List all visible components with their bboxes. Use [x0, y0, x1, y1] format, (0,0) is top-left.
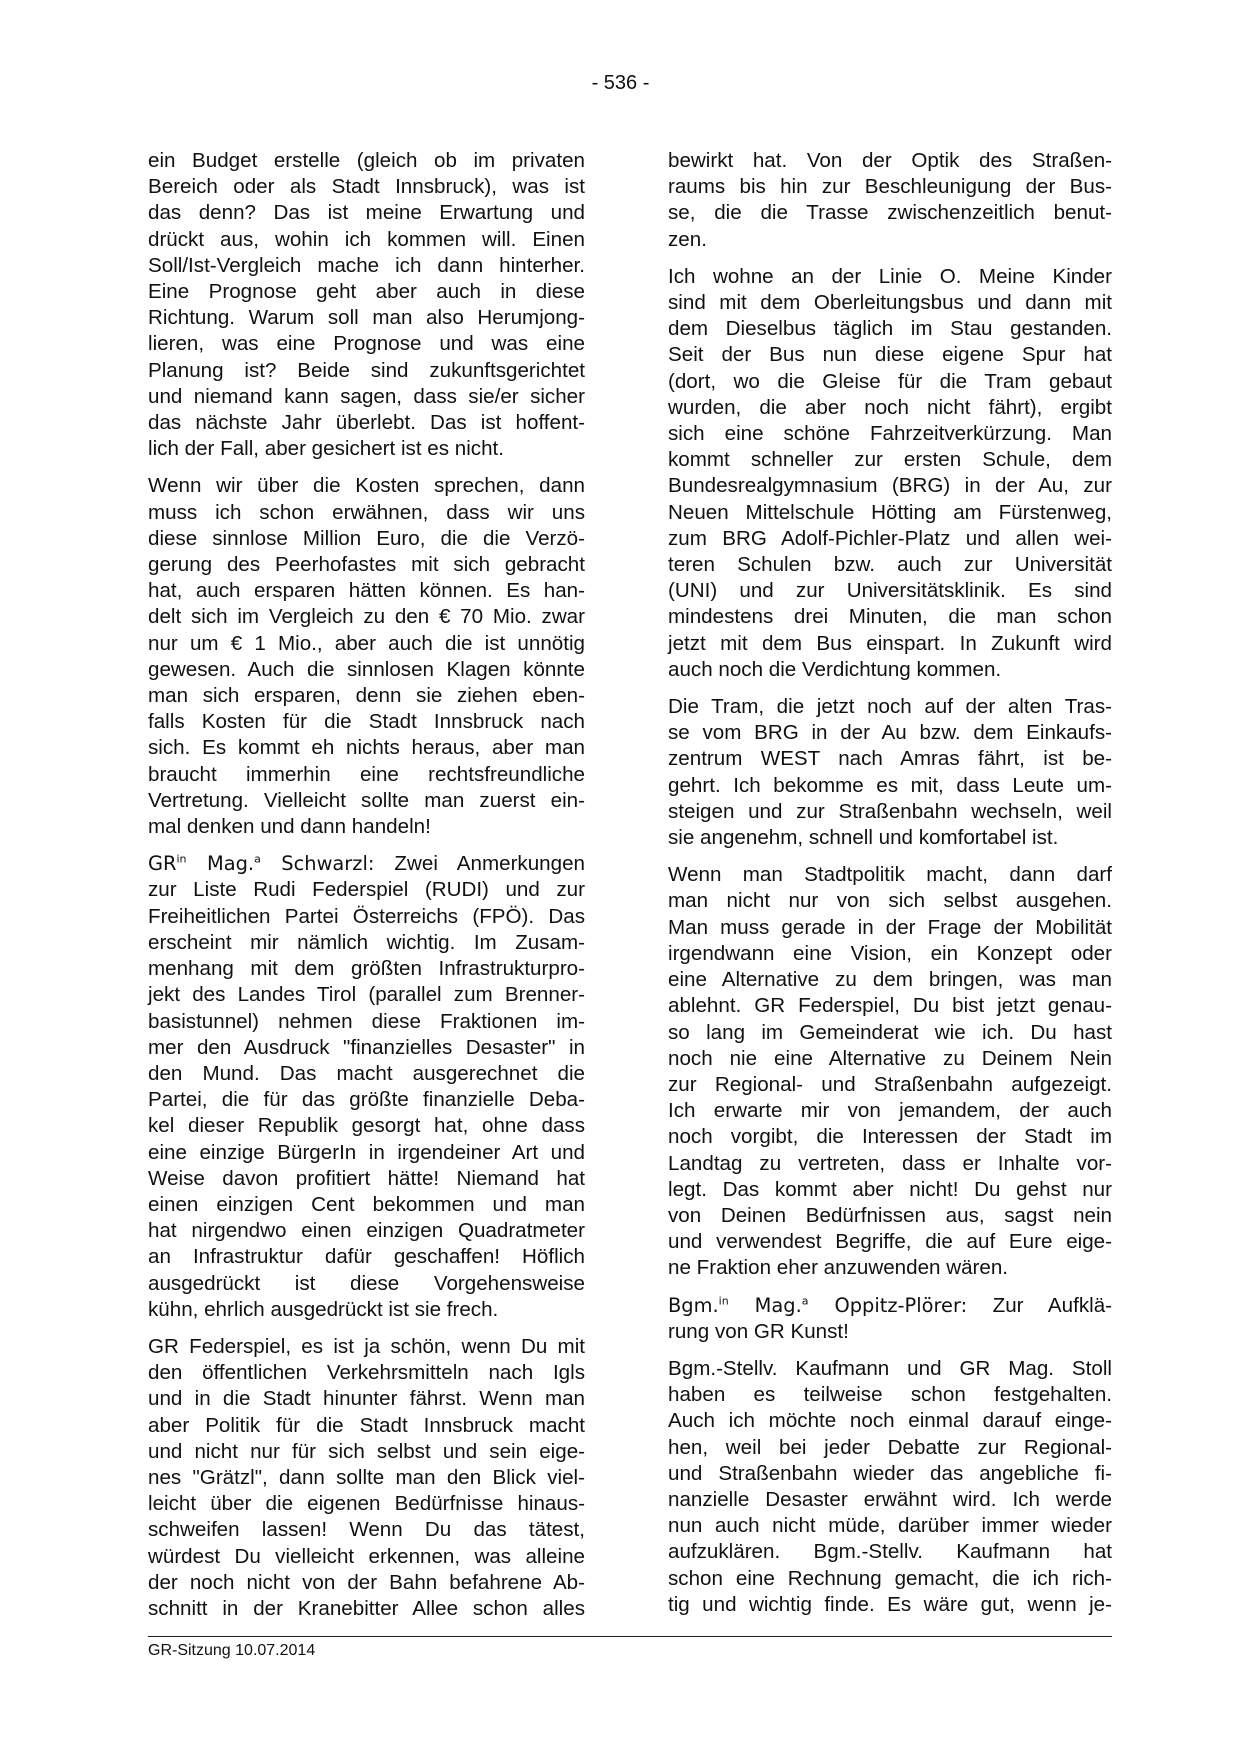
- text-line: steigen und zur Straßenbahn wechseln, weil: [668, 799, 1112, 823]
- text-line: gewesen. Auch die sinnlosen Klagen könnte: [148, 657, 585, 681]
- text-line: man sich ersparen, denn sie ziehen eben-: [148, 684, 585, 708]
- text-line: erscheint mir nämlich wichtig. Im Zusam-: [148, 930, 585, 954]
- text-line: mer den Ausdruck "finanzielles Desaster" in: [148, 1035, 585, 1059]
- text-line: Partei, die für das größte finanzielle Deba-: [148, 1088, 585, 1112]
- text-line: gerung des Peerhofastes mit sich gebracht: [148, 553, 585, 577]
- paragraph-body: [668, 1319, 1112, 1345]
- text-line: der noch nicht von der Bahn befahrene Ab-: [148, 1570, 585, 1594]
- text-line: und Straßenbahn wieder das angebliche fi-: [668, 1461, 1112, 1485]
- text-line: basistunnel) nehmen diese Fraktionen im-: [148, 1009, 585, 1033]
- text-line: Weise davon profitiert hätte! Niemand hat: [148, 1166, 585, 1190]
- paragraph: [668, 694, 1112, 851]
- text-line: schweifen lassen! Wenn Du das tätest,: [148, 1518, 585, 1542]
- text-line: zur Regional- und Straßenbahn aufgezeigt.: [668, 1072, 1112, 1096]
- paragraph-body: [148, 877, 585, 1322]
- text-line: und niemand kann sagen, dass sie/er sicher: [148, 384, 585, 408]
- text-line: man nicht nur von sich selbst ausgehen.: [668, 889, 1112, 913]
- text-line: kühn, ehrlich ausgedrückt ist sie frech.: [148, 1297, 499, 1321]
- text-line: Neuen Mittelschule Hötting am Fürstenweg,: [668, 500, 1112, 524]
- text-line: ablehnt. GR Federspiel, Du bist jetzt genau-: [668, 994, 1112, 1018]
- text-line: tig und wichtig finde. Es wäre gut, wenn je-: [668, 1592, 1112, 1616]
- text-line: mal denken und dann handeln!: [148, 815, 431, 839]
- text-line: teren Schulen bzw. auch zur Universität: [668, 553, 1112, 577]
- left-column: [148, 148, 585, 1633]
- text-line: Wenn wir über die Kosten sprechen, dann: [148, 474, 585, 498]
- text-line: muss ich schon erwähnen, dass wir uns: [148, 500, 585, 524]
- text-line: Bgm.-Stellv. Kaufmann und GR Mag. Stoll: [668, 1356, 1112, 1380]
- text-line: den öffentlichen Verkehrsmitteln nach Igls: [148, 1361, 585, 1385]
- text-line: an Infrastruktur dafür geschaffen! Höflich: [148, 1245, 585, 1269]
- text-line: Ich erwarte mir von jemandem, der auch: [668, 1099, 1112, 1123]
- text-line: kommt schneller zur ersten Schule, dem: [668, 448, 1112, 472]
- footer-session: GR-Sitzung 10.07.2014: [148, 1642, 316, 1659]
- text-line: eine Alternative zu dem bringen, was man: [668, 968, 1112, 992]
- text-line: leicht über die eigenen Bedürfnisse hinaus-: [148, 1492, 585, 1516]
- text-line: legt. Das kommt aber nicht! Du gehst nur: [668, 1177, 1112, 1201]
- text-line: schon eine Rechnung gemacht, die ich rich-: [668, 1566, 1112, 1590]
- text-line: ein Budget erstelle (gleich ob im privaten: [148, 149, 585, 172]
- text-line: zentrum WEST nach Amras fährt, ist be-: [668, 747, 1112, 771]
- text-line: würdest Du vielleicht erkennen, was alleine: [148, 1544, 585, 1568]
- text-line: diese sinnlose Million Euro, die die Verzö-: [148, 526, 585, 550]
- text-line: Vertretung. Vielleicht sollte man zuerst ein-: [148, 788, 585, 812]
- text-line: wurden, die aber noch nicht fährt), ergibt: [668, 395, 1112, 419]
- text-line: Man muss gerade in der Frage der Mobilität: [668, 915, 1112, 939]
- text-line: aufzuklären. Bgm.-Stellv. Kaufmann hat: [668, 1540, 1112, 1564]
- text-line: mindestens drei Minuten, die man schon: [668, 605, 1112, 629]
- text-line: schnitt in der Kranebitter Allee schon alles: [148, 1596, 585, 1620]
- text-line: braucht immerhin eine rechtsfreundliche: [148, 762, 585, 786]
- speaker-name: $GR^{in}$ Mag.$^a$ Schwarzl:: [148, 852, 375, 876]
- text-line: zum BRG Adolf-Pichler-Platz und allen wei-: [668, 526, 1112, 550]
- text-line: sie angenehm, schnell und komfortabel ist.: [668, 826, 1059, 850]
- speaker-paragraph: [148, 851, 585, 1323]
- text-line: ne Fraktion eher anzuwenden wären.: [668, 1256, 1009, 1280]
- text-line: (dort, wo die Gleise für die Tram gebaut: [668, 369, 1112, 393]
- text-line: hat, auch ersparen hätten können. Es han-: [148, 579, 585, 603]
- page-number: - 536 -: [591, 72, 650, 94]
- paragraph: [668, 1356, 1112, 1618]
- text-line: noch nie eine Alternative zu Deinem Nein: [668, 1046, 1112, 1070]
- text-line: Soll/Ist-Vergleich mache ich dann hinterher.: [148, 253, 585, 277]
- paragraph: [148, 1334, 585, 1622]
- text-line: dem Dieselbus täglich im Stau gestanden.: [668, 317, 1112, 341]
- text-line: gehrt. Ich bekomme es mit, dass Leute um-: [668, 773, 1112, 797]
- text-line: irgendwann eine Vision, ein Konzept oder: [668, 941, 1112, 965]
- text-line: bewirkt hat. Von der Optik des Straßen-: [668, 149, 1112, 172]
- speaker-paragraph: [668, 1293, 1112, 1345]
- text-line: eine einzige BürgerIn in irgendeiner Art und: [148, 1140, 585, 1164]
- text-line: den Mund. Das macht ausgerechnet die: [148, 1061, 585, 1085]
- speech-text: Zur Aufklä-: [967, 1293, 1113, 1317]
- text-line: sind mit dem Oberleitungsbus und dann mit: [668, 291, 1112, 315]
- text-line: auch noch die Verdichtung kommen.: [668, 657, 1002, 681]
- text-line: delt sich im Vergleich zu den € 70 Mio. zwar: [148, 605, 585, 629]
- text-line: aber Politik für die Stadt Innsbruck macht: [148, 1413, 585, 1437]
- text-line: so lang im Gemeinderat wie ich. Du hast: [668, 1020, 1112, 1044]
- text-line: Eine Prognose geht aber auch in diese: [148, 280, 585, 304]
- text-line: menhang mit dem größten Infrastrukturpro-: [148, 957, 585, 981]
- text-line: kel dieser Republik gesorgt hat, ohne dass: [148, 1114, 585, 1138]
- text-line: haben es teilweise schon festgehalten.: [668, 1383, 1112, 1407]
- text-line: Ich wohne an der Linie O. Meine Kinder: [668, 264, 1112, 288]
- text-line: Richtung. Warum soll man also Herumjong-: [148, 306, 585, 330]
- text-line: GR Federspiel, es ist ja schön, wenn Du mit: [148, 1334, 585, 1358]
- text-line: ausgedrückt ist diese Vorgehensweise: [148, 1271, 585, 1295]
- text-line: lieren, was eine Prognose und was eine: [148, 332, 585, 356]
- text-line: das denn? Das ist meine Erwartung und: [148, 201, 585, 225]
- text-line: von Deinen Bedürfnissen aus, sagst nein: [668, 1203, 1112, 1227]
- text-line: rung von GR Kunst!: [668, 1319, 849, 1343]
- paragraph: [668, 264, 1112, 683]
- speaker-line: [668, 1293, 1112, 1319]
- text-line: falls Kosten für die Stadt Innsbruck nach: [148, 710, 585, 734]
- text-line: einen einzigen Cent bekommen und man: [148, 1192, 585, 1216]
- text-line: Freiheitlichen Partei Österreichs (FPÖ). Das: [148, 904, 585, 928]
- text-line: Bundesrealgymnasium (BRG) in der Au, zur: [668, 474, 1112, 498]
- speaker-line: [148, 851, 585, 877]
- text-line: noch vorgibt, die Interessen der Stadt im: [668, 1125, 1112, 1149]
- text-line: Seit der Bus nun diese eigene Spur hat: [668, 343, 1112, 367]
- paragraph: [668, 862, 1112, 1281]
- paragraph: [668, 148, 1112, 253]
- text-line: nur um € 1 Mio., aber auch die ist unnötig: [148, 631, 585, 655]
- text-line: hat nirgendwo einen einzigen Quadratmeter: [148, 1219, 585, 1243]
- text-line: nanzielle Desaster erwähnt wird. Ich werde: [668, 1487, 1112, 1511]
- text-line: nun auch nicht müde, darüber immer wieder: [668, 1514, 1112, 1538]
- text-line: se vom BRG in der Au bzw. dem Einkaufs-: [668, 721, 1112, 745]
- footer-divider: [148, 1636, 1112, 1637]
- right-column: [668, 148, 1112, 1629]
- text-line: se, die die Trasse zwischenzeitlich benut-: [668, 201, 1112, 225]
- paragraph: [148, 473, 585, 840]
- text-line: (UNI) und zur Universitätsklinik. Es sind: [668, 579, 1112, 603]
- speech-text: Zwei Anmerkungen: [374, 852, 585, 876]
- text-line: zur Liste Rudi Federspiel (RUDI) und zur: [148, 878, 585, 902]
- paragraph: [148, 148, 585, 462]
- text-line: nes "Grätzl", dann sollte man den Blick viel-: [148, 1465, 585, 1489]
- text-line: jekt des Landes Tirol (parallel zum Brenner-: [148, 983, 585, 1007]
- text-line: Wenn man Stadtpolitik macht, dann darf: [668, 863, 1112, 887]
- text-line: jetzt mit dem Bus einspart. In Zukunft wird: [668, 631, 1112, 655]
- text-line: zen.: [668, 227, 707, 251]
- text-line: das nächste Jahr überlebt. Das ist hoffent-: [148, 411, 585, 435]
- text-line: und in die Stadt hinunter fährst. Wenn man: [148, 1387, 585, 1411]
- text-line: Die Tram, die jetzt noch auf der alten Tras-: [668, 695, 1112, 719]
- text-line: raums bis hin zur Beschleunigung der Bus-: [668, 175, 1112, 199]
- text-line: sich eine schöne Fahrzeitverkürzung. Man: [668, 422, 1112, 446]
- text-line: und nicht nur für sich selbst und sein eige-: [148, 1439, 585, 1463]
- text-line: Auch ich möchte noch einmal darauf einge-: [668, 1409, 1112, 1433]
- text-line: Planung ist? Beide sind zukunftsgerichtet: [148, 358, 585, 382]
- text-line: drückt aus, wohin ich kommen will. Einen: [148, 227, 585, 251]
- text-line: Landtag zu vertreten, dass er Inhalte vor-: [668, 1151, 1112, 1175]
- text-line: Bereich oder als Stadt Innsbruck), was ist: [148, 175, 585, 199]
- text-line: sich. Es kommt eh nichts heraus, aber man: [148, 736, 585, 760]
- text-line: und verwendest Begriffe, die auf Eure eige-: [668, 1230, 1112, 1254]
- text-line: hen, weil bei jeder Debatte zur Regional-: [668, 1435, 1112, 1459]
- text-line: lich der Fall, aber gesichert ist es nicht.: [148, 437, 504, 461]
- speaker-name: Bgm.$^{in}$ Mag.$^a$ Oppitz-Plörer:: [668, 1293, 968, 1317]
